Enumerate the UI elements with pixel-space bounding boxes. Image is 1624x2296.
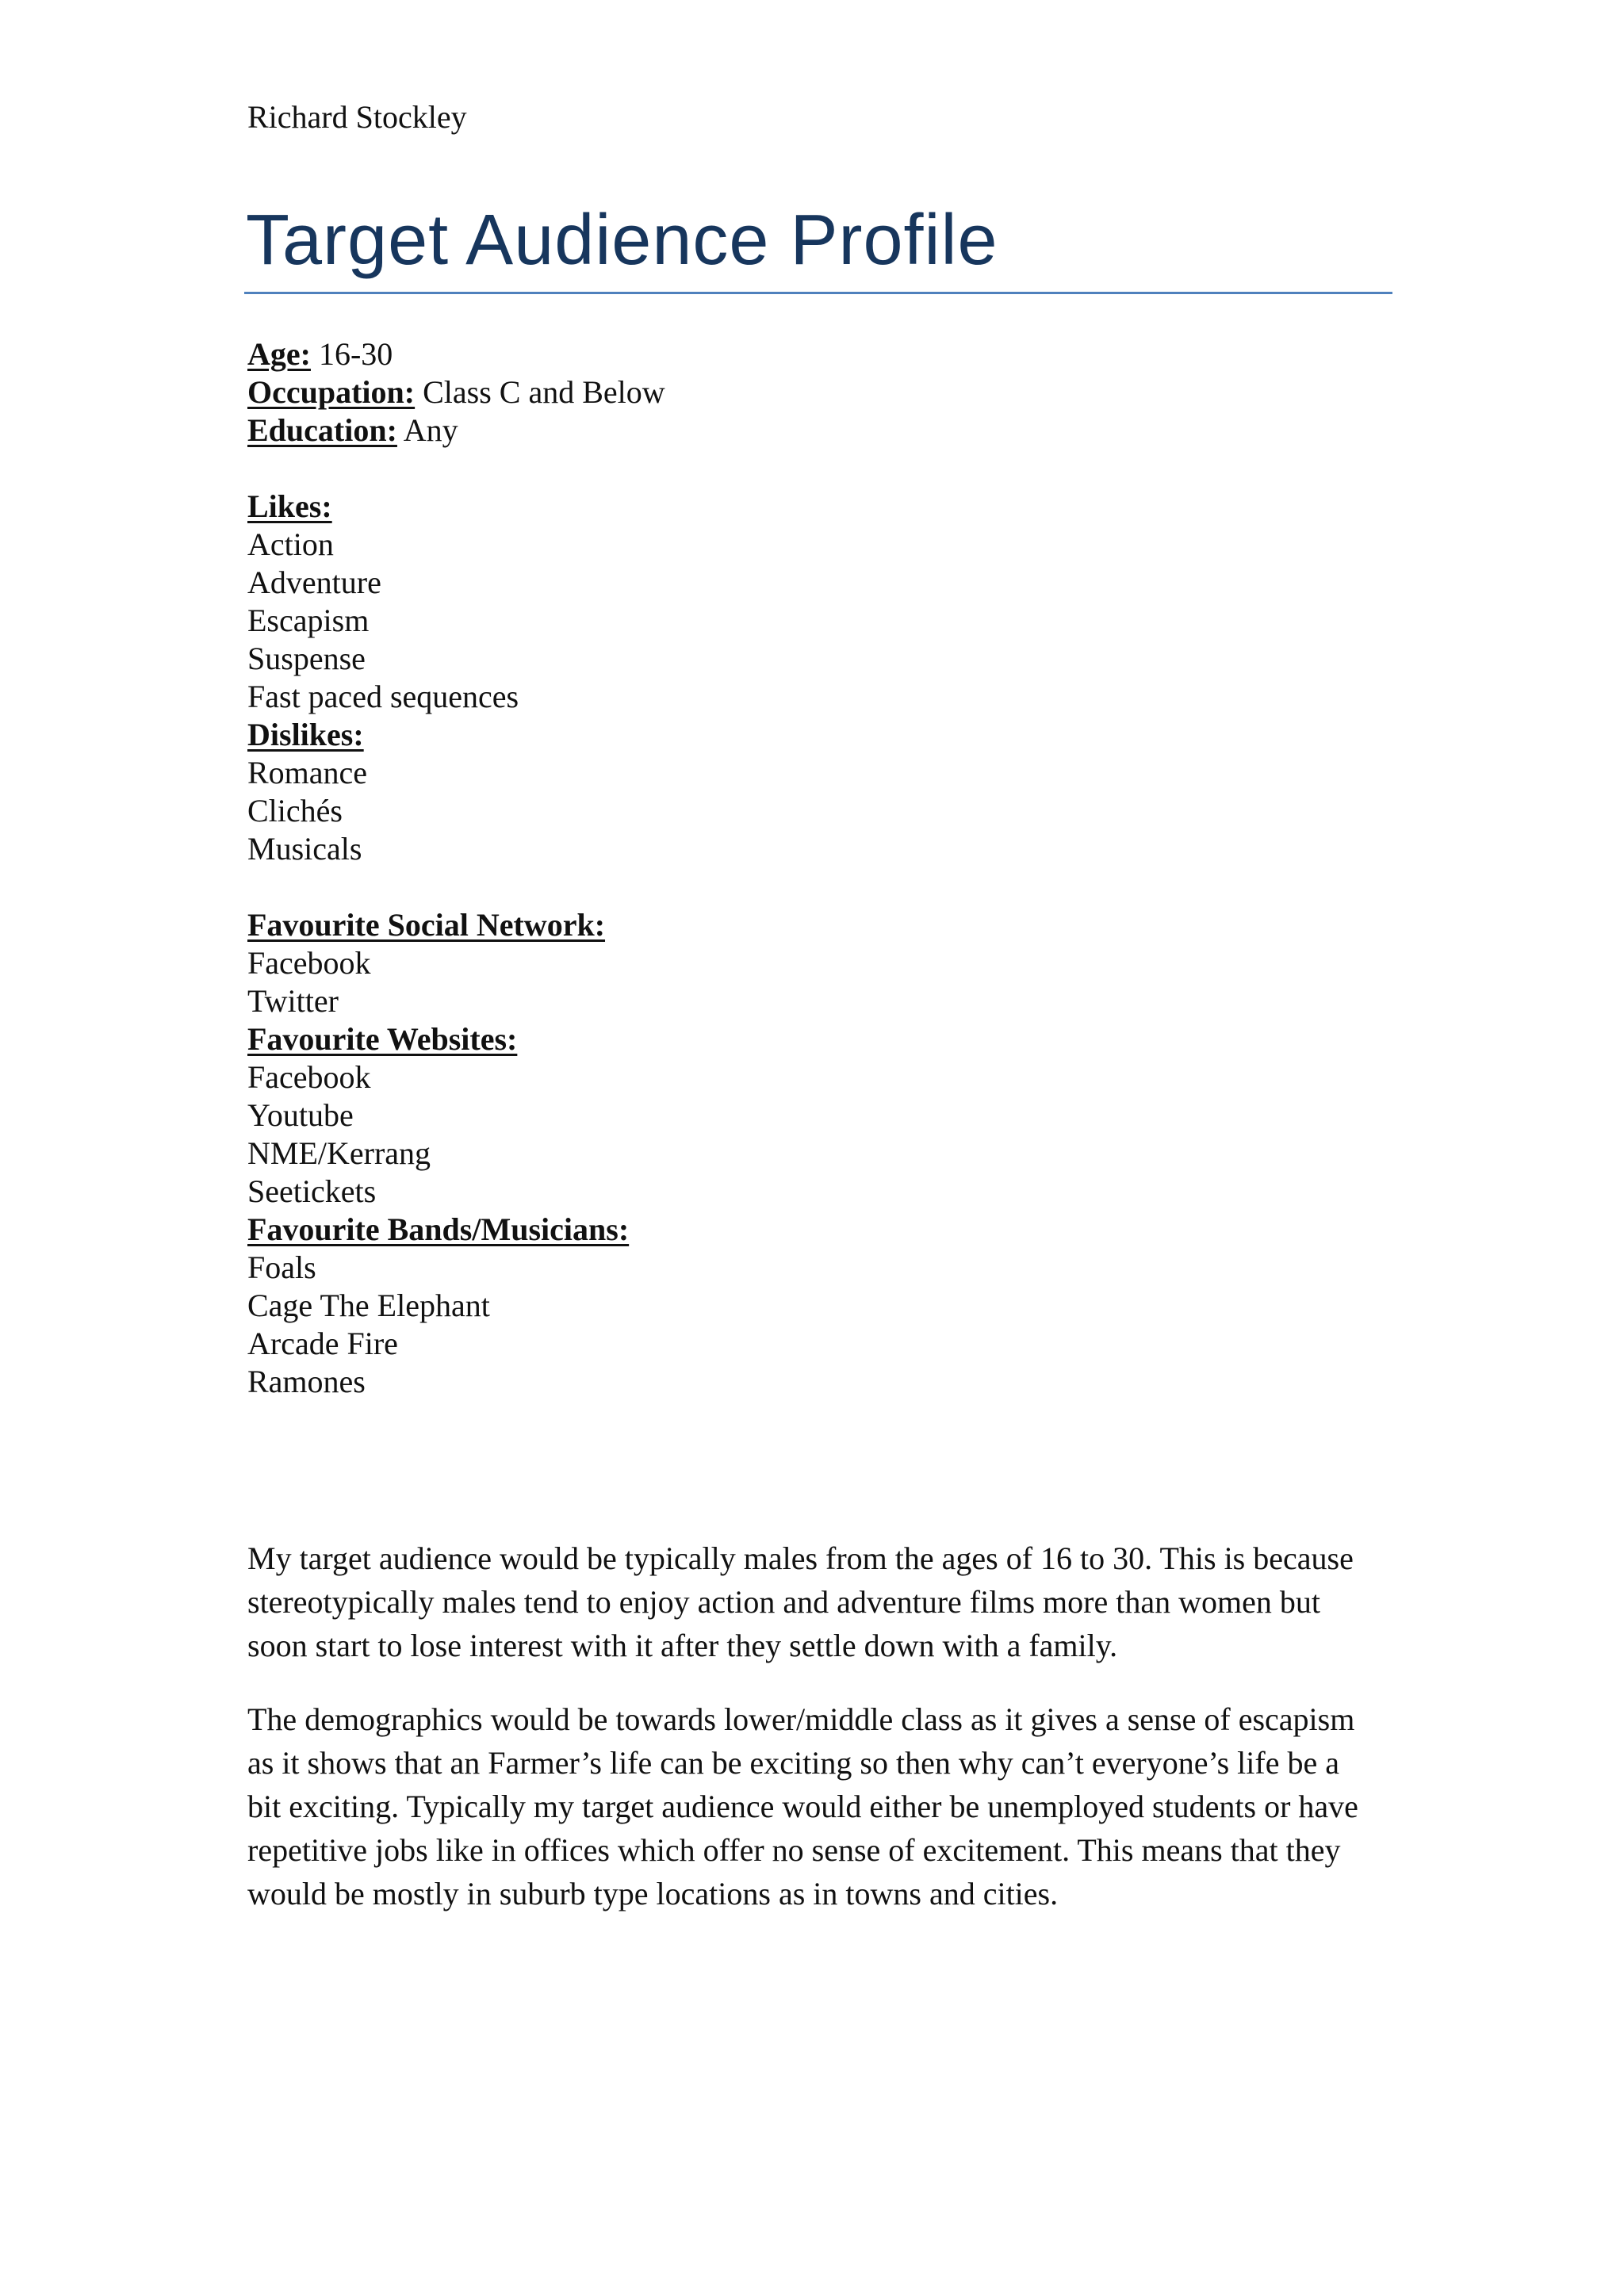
likes-item: Adventure [247, 564, 381, 600]
website-item: Youtube [247, 1097, 354, 1133]
occupation-label: Occupation: [247, 374, 416, 410]
education-value: Any [403, 412, 458, 448]
social-network-item: Facebook [247, 945, 371, 981]
age-value: 16-30 [318, 336, 393, 372]
title-underline-rule [244, 292, 1392, 294]
likes-item: Action [247, 526, 334, 562]
dislikes-item: Musicals [247, 831, 362, 867]
likes-item: Suspense [247, 641, 366, 676]
social-network-heading: Favourite Social Network: [247, 907, 606, 943]
spacer [247, 868, 1199, 906]
education-label: Education: [247, 412, 397, 448]
profile-section [247, 335, 1199, 1401]
description-section [247, 1536, 1373, 1915]
dislikes-item: Clichés [247, 793, 343, 828]
occupation-value: Class C and Below [423, 374, 665, 410]
likes-item: Escapism [247, 603, 370, 638]
social-network-item: Twitter [247, 983, 339, 1019]
bands-heading: Favourite Bands/Musicians: [247, 1211, 630, 1247]
author-name: Richard Stockley [247, 99, 467, 135]
websites-heading: Favourite Websites: [247, 1021, 518, 1057]
education-line [247, 411, 1199, 450]
band-item: Cage The Elephant [247, 1288, 490, 1323]
description-paragraph: The demographics would be towards lower/middle class as it gives a sense of escapism as it shows that an Farmer’s life can be exciting so then why can’t everyone’s life be a bit exciting. Typically my target audience would either be unemployed students or have repetitive jobs like in offices which offer no sense of excitement. This means that they would be mostly in suburb type locations as in towns and cities. [247, 1701, 1358, 1911]
description-paragraph: My target audience would be typically males from the ages of 16 to 30. This is because stereotypically males tend to enjoy action and adventure films more than women but soon start to lose interest with it after they settle down with a family. [247, 1540, 1354, 1663]
likes-item: Fast paced sequences [247, 679, 519, 714]
age-line [247, 335, 1199, 373]
spacer [247, 450, 1199, 488]
page-title: Target Audience Profile [246, 201, 998, 280]
band-item: Ramones [247, 1364, 366, 1399]
age-label: Age: [247, 336, 311, 372]
dislikes-heading: Dislikes: [247, 717, 364, 752]
band-item: Arcade Fire [247, 1326, 398, 1361]
website-item: NME/Kerrang [247, 1135, 431, 1171]
band-item: Foals [247, 1249, 316, 1285]
website-item: Facebook [247, 1059, 371, 1095]
dislikes-item: Romance [247, 755, 368, 790]
website-item: Seetickets [247, 1173, 377, 1209]
occupation-line [247, 373, 1199, 411]
likes-heading: Likes: [247, 488, 332, 524]
